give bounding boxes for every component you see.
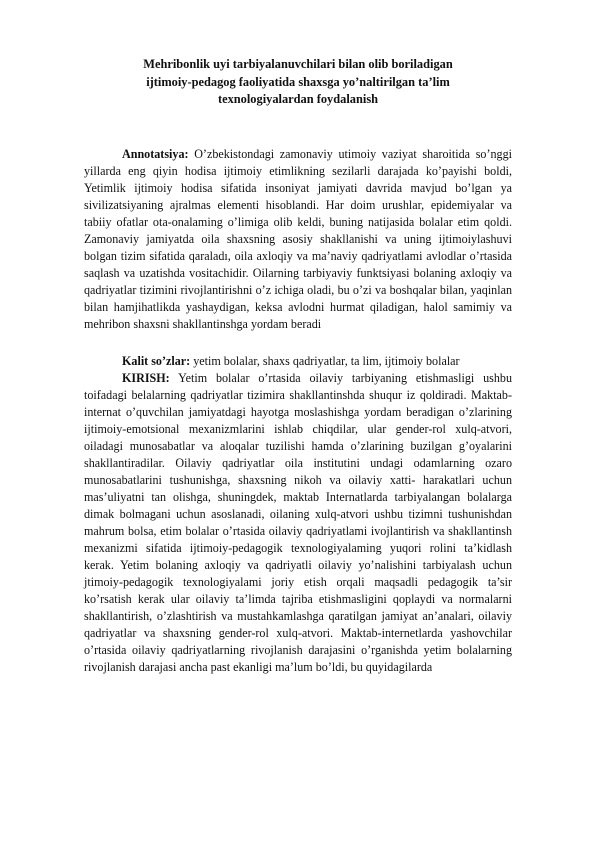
abstract-text: O’zbekistondagi zamonaviy utimoiy vaziyat sharoitida so’nggi yillarda eng qiyin hodisa ijtimoiy etimlikning sezilarli darajada ko’payishi boldi, Yetimlik ijtimoiy hodisa sifatida insoniyat jamiyati davrida mavjud bo’lgan ya sivilizatsiyaning ajralmas elementi hisoblandi. Har doim urushlar, epidemiyalar va tabiiy ofatlar ota-onalaming o’limiga olib keldi, buning natijasida bolalar etim qoldi. Zamonaviy jamiyatda oila shaxsning asosiy shakllanishi va uning ijtimoiylashuvi bolgan tizim sifatida qaraladı, oila axloqiy va ma’naviy qadriyatlami avlodlar o’rtasida saqlash va uzatishda vositachidir. Oilarning tarbiyaviy funktsiyasi bolaning axloqiy va qadriyatlar tizimini rivojlantirishni o’z ichiga oladi, bu o’zi va boshqalar bilan, yaqinlan bilan hamjihatlikda yashaydigan, keksa avlodni hurmat qiladigan, halol samimiy va mehribon shaxsni shakllantinshga yordam beradi <box>84 146 512 331</box>
keywords-text: yetim bolalar, shaxs qadriyatlar, ta lim, ijtimoiy bolalar <box>190 353 460 368</box>
title-line-3: texnologiyalardan foydalanish <box>217 92 379 106</box>
abstract-label: Annotatsiya: <box>122 146 189 161</box>
intro-paragraph <box>84 370 512 676</box>
title-line-2: ijtimoiy-pedagog faoliyatida shaxsga yo’naltirilgan ta’lim <box>146 74 450 89</box>
keywords-label: Kalit so’zlar: <box>122 353 191 368</box>
intro-text: Yetim bolalar o’rtasida oilaviy tarbiyaning etishmasligi ushbu toifadagi belalarning qadriyatlar tizimira shakllantinshda shuqur iz qoldiradi. Maktab-internat o’quvchilan jamiyatdagi hayotga moslashishga yordam beradigan o’zlarining ijtimoiy-emotsional mexanizmlarini ishlab chiqdilar, ular gender-rol xulq-atvori, oiladagi munosabatlar va aloqalar tuzilishi hamda o’zlarining buzilgan g’oyalarini shakllantiradilar. Oilaviy qadriyatlar oila institutini undagi odamlarning ozaro munosabatlarini tushunishga, shaxsning nikoh va oilaviy xatti- harakatlari uchun mas’uliyatni tan olishga, shuningdek, maktab Internatlarda tarbiyalangan bolalarga dimak bolmagani uchun asoslanadi, oilaning xulq-atvori ushbu tizimni tushunishdan mahrum bolsa, etim bolalar o’rtasida oilaviy qadriyatlami ivojlantirish va shakllantinsh mexanizmi sifatida ijtimoiy-pedagogik texnologiyalaming yuqori rolini ta’kidlash kerak. Yetim bolaning axloqiy va qadriyatli oilaviy yo’nalishini tarbiyalash uchun jtimoiy-pedagogik texnologiyalami joriy etish orqali maqsadli pedagogik ta’sir ko’rsatish kerak ular oilaviy ta’limda tajriba etishmasligini qoplaydi va normalarni shakllantirish, o’zlashtirish va mustahkamlashga qaratilgan jamiyat an’analari, oilaviy qadriyatlar va shaxsning gender-rol xulq-atvori. Maktab-internetlarda yashovchilar o’rtasida oilaviy qadriyatlarning rivojlanish darajasini o’rganishda yetim bolalarning rivojlanish darajasi ancha past ekanligi ma’lum bo’ldi, bu quyidagilarda <box>84 370 512 674</box>
page-title <box>84 56 512 109</box>
title-line-1: Mehribonlik uyi tarbiyalanuvchilari bilan olib boriladigan <box>143 57 453 71</box>
keywords-paragraph <box>84 353 512 370</box>
intro-label: KIRISH: <box>122 370 170 385</box>
abstract-paragraph <box>84 146 512 333</box>
